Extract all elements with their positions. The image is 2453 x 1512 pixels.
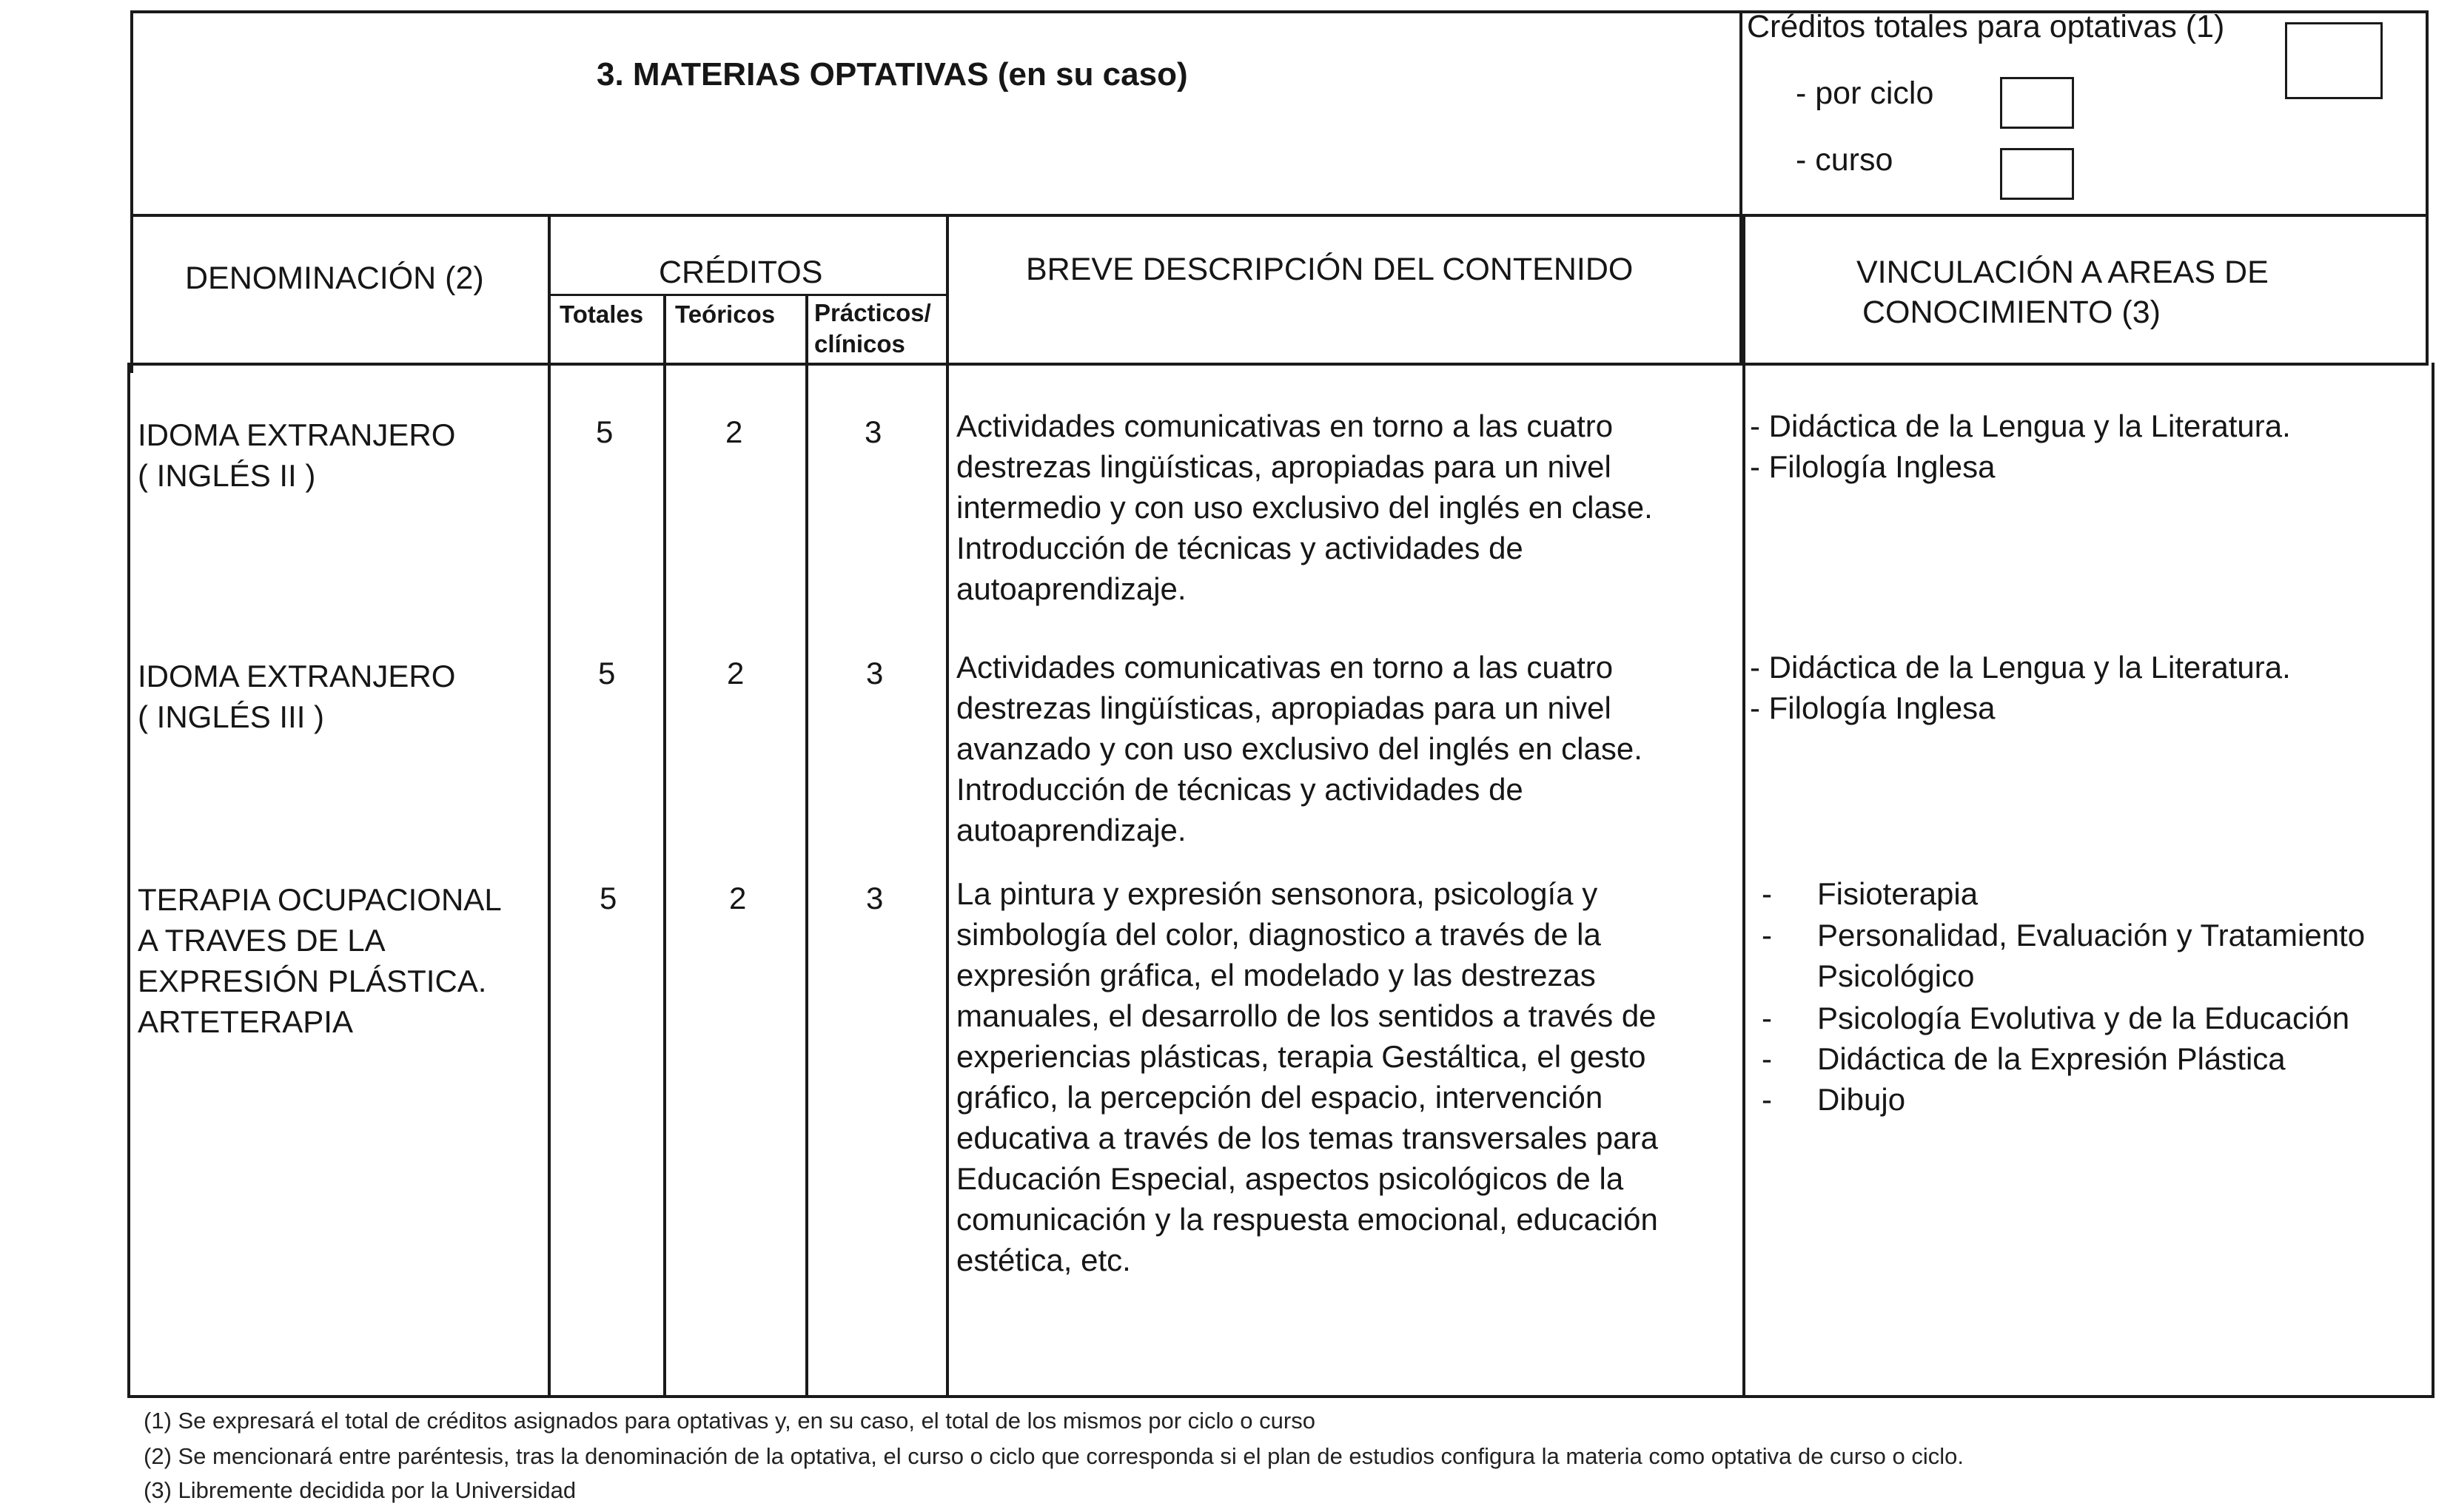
row-name-line: ( INGLÉS II ): [138, 458, 316, 493]
col-header-vinculacion-line1: VINCULACIÓN A AREAS DE: [1856, 255, 2269, 290]
col-line-3: [805, 294, 808, 1397]
description-line: avanzado y con uso exclusivo del inglés en clase.: [956, 731, 1642, 766]
area-bullet: -: [1762, 918, 1772, 952]
col-header-denominacion: DENOMINACIÓN (2): [185, 261, 484, 296]
description-line: experiencias plásticas, terapia Gestáltica, el gesto: [956, 1039, 1646, 1074]
right-border-top: [2426, 10, 2429, 364]
row-teoricos: 2: [727, 656, 745, 691]
per-course-box[interactable]: [2000, 148, 2074, 200]
row-areas: [1750, 647, 2291, 728]
row-name-line: TERAPIA OCUPACIONAL: [138, 882, 502, 917]
section-title: 3. MATERIAS OPTATIVAS (en su caso): [597, 56, 1188, 93]
left-border-top: [130, 10, 133, 373]
row-name-line: ( INGLÉS III ): [138, 699, 325, 734]
area-line: - Filología Inglesa: [1750, 449, 1996, 484]
row-description: [956, 406, 1653, 609]
col-line-5: [1742, 214, 1745, 1397]
area-line: - Didáctica de la Lengua y la Literatura.: [1750, 409, 2291, 443]
description-line: Educación Especial, aspectos psicológicos de la: [956, 1161, 1624, 1196]
description-line: Actividades comunicativas en torno a las cuatro: [956, 650, 1614, 685]
row-totales: 5: [600, 881, 617, 915]
description-line: Introducción de técnicas y actividades de: [956, 531, 1523, 565]
total-credits-box[interactable]: [2285, 22, 2383, 99]
per-cycle-box[interactable]: [2000, 77, 2074, 129]
col-header-practicos-line1: Prácticos/: [814, 299, 931, 326]
footnote: (3) Libremente decidida por la Universidad: [144, 1477, 577, 1503]
description-line: manuales, el desarrollo de los sentidos a través de: [956, 998, 1657, 1033]
col-header-totales: Totales: [560, 300, 644, 328]
footnote: (2) Se mencionará entre paréntesis, tras la denominación de la optativa, el curso o ciclo que corresponda si el plan de estudios configura la materia como optativa de curso o ciclo.: [144, 1443, 1964, 1469]
col-line-4: [946, 214, 949, 1397]
col-header-practicos-line2: clínicos: [814, 330, 905, 357]
col-line-2: [663, 294, 666, 1397]
right-border-body: [2432, 363, 2434, 1397]
description-line: Introducción de técnicas y actividades de: [956, 772, 1523, 807]
col-header-descripcion: BREVE DESCRIPCIÓN DEL CONTENIDO: [1026, 252, 1634, 287]
description-line: simbología del color, diagnostico a través de la: [956, 917, 1601, 952]
col-header-teoricos: Teóricos: [675, 300, 776, 328]
row-totales: 5: [596, 414, 614, 449]
area-bullet: -: [1762, 876, 1772, 911]
description-line: expresión gráfica, el modelado y las destrezas: [956, 958, 1596, 992]
description-line: gráfico, la percepción del espacio, intervención: [956, 1080, 1603, 1115]
row-name-line: IDOMA EXTRANJERO: [138, 659, 456, 693]
row-name-line: EXPRESIÓN PLÁSTICA.: [138, 964, 487, 998]
row-teoricos: 2: [729, 881, 747, 915]
row-description: [956, 873, 1658, 1280]
header-top-line: [130, 214, 2429, 217]
description-line: estética, etc.: [956, 1243, 1131, 1277]
total-credits-label: Créditos totales para optativas (1): [1747, 9, 2225, 44]
bottom-border: [127, 1395, 2434, 1398]
area-line: Personalidad, Evaluación y Tratamiento: [1817, 918, 2366, 952]
area-line: Psicología Evolutiva y de la Educación: [1817, 1001, 2350, 1035]
row-practicos: 3: [866, 656, 884, 691]
description-line: autoaprendizaje.: [956, 571, 1187, 606]
description-line: destrezas lingüísticas, apropiadas para un nivel: [956, 691, 1611, 725]
row-practicos: 3: [865, 414, 882, 449]
row-teoricos: 2: [725, 414, 743, 449]
col-header-vinculacion-line2: CONOCIMIENTO (3): [1862, 295, 2161, 330]
area-bullet: -: [1762, 1082, 1772, 1117]
per-cycle-label: - por ciclo: [1796, 75, 1934, 111]
description-line: educativa a través de los temas transversales para: [956, 1120, 1658, 1155]
area-line: Dibujo: [1817, 1082, 1906, 1117]
row-practicos: 3: [866, 881, 884, 915]
area-line: Psicológico: [1817, 958, 1975, 993]
area-line: Fisioterapia: [1817, 876, 1979, 911]
description-line: comunicación y la respuesta emocional, educación: [956, 1202, 1658, 1237]
area-line: Didáctica de la Expresión Plástica: [1817, 1041, 2286, 1076]
row-description: [956, 647, 1642, 850]
footnote: (1) Se expresará el total de créditos asignados para optativas y, en su caso, el total de los mismos por ciclo o curso: [144, 1408, 1315, 1434]
row-name-line: A TRAVES DE LA: [138, 923, 386, 958]
per-course-label: - curso: [1796, 142, 1893, 178]
area-bullet: -: [1762, 1001, 1772, 1035]
area-bullet: -: [1762, 1041, 1772, 1076]
area-line: - Didáctica de la Lengua y la Literatura.: [1750, 650, 2291, 685]
credits-subheader-line: [548, 294, 947, 296]
description-line: Actividades comunicativas en torno a las cuatro: [956, 409, 1614, 443]
description-line: intermedio y con uso exclusivo del inglés en clase.: [956, 490, 1653, 525]
left-border-body: [127, 363, 130, 1397]
description-line: La pintura y expresión sensonora, psicología y: [956, 876, 1598, 911]
row-name-line: ARTETERAPIA: [138, 1004, 353, 1039]
description-line: autoaprendizaje.: [956, 813, 1187, 847]
row-totales: 5: [598, 656, 616, 691]
description-line: destrezas lingüísticas, apropiadas para un nivel: [956, 449, 1611, 484]
col-header-creditos: CRÉDITOS: [659, 255, 823, 290]
header-bottom-line: [130, 363, 2429, 366]
row-areas: [1750, 406, 2291, 487]
col-line-1: [548, 214, 551, 1397]
area-line: - Filología Inglesa: [1750, 691, 1996, 725]
row-name-line: IDOMA EXTRANJERO: [138, 417, 456, 452]
